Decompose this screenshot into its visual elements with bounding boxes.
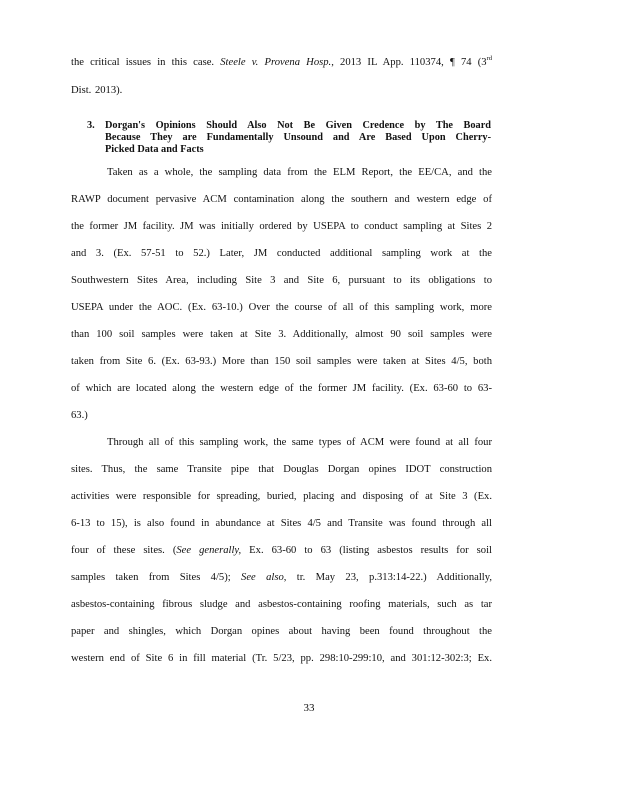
text-segment: , 2013 IL App. 110374, ¶ 74 (3 bbox=[331, 57, 487, 68]
paragraph-line: Taken as a whole, the sampling data from the ELM Report, the EE/CA, and the bbox=[107, 167, 492, 178]
heading-line: Because They are Fundamentally Unsound and Are Based Upon Cherry- bbox=[105, 132, 491, 143]
paragraph-line: sites. Thus, the same Transite pipe that Douglas Dorgan opines IDOT construction bbox=[71, 464, 492, 475]
paragraph-line: asbestos-containing fibrous sludge and asbestos-containing roofing materials, such as tar bbox=[71, 599, 492, 610]
text-line-2: Dist. 2013). bbox=[71, 85, 123, 96]
case-citation: Steele v. Provena Hosp. bbox=[220, 57, 332, 68]
paragraph-line: the former JM facility. JM was initially ordered by USEPA to conduct sampling at Sites 2 bbox=[71, 221, 492, 232]
paragraph-line: activities were responsible for spreading, buried, placing and disposing of at Site 3 (Ex. bbox=[71, 491, 492, 502]
text-segment: the critical issues in this case. bbox=[71, 57, 221, 68]
paragraph-line: Southwestern Sites Area, including Site 3 and Site 6, pursuant to its obligations to bbox=[71, 275, 492, 286]
paragraph-line: of which are located along the western edge of the former JM facility. (Ex. 63-60 to 63- bbox=[71, 383, 492, 394]
heading-number: 3. bbox=[87, 120, 95, 131]
paragraph-line bbox=[71, 572, 492, 584]
paragraph-line: 63.) bbox=[71, 410, 88, 421]
page-number: 33 bbox=[303, 702, 315, 714]
heading-line: Picked Data and Facts bbox=[105, 144, 204, 155]
heading-line: Dorgan's Opinions Should Also Not Be Given Credence by The Board bbox=[105, 120, 491, 131]
paragraph-line: taken from Site 6. (Ex. 63-93.) More than 150 soil samples were taken at Sites 4/5, both bbox=[71, 356, 492, 367]
paragraph-line bbox=[71, 545, 492, 557]
paragraph-line: paper and shingles, which Dorgan opines about having been found throughout the bbox=[71, 626, 492, 637]
paragraph-line: than 100 soil samples were taken at Site 3. Additionally, almost 90 soil samples were bbox=[71, 329, 492, 340]
paragraph-line: Through all of this sampling work, the same types of ACM were found at all four bbox=[107, 437, 492, 448]
paragraph-line: 6-13 to 15), is also found in abundance at Sites 4/5 and Transite was found through all bbox=[71, 518, 492, 529]
ordinal-superscript: rd bbox=[486, 55, 492, 62]
paragraph-line: and 3. (Ex. 57-51 to 52.) Later, JM conducted additional sampling work at the bbox=[71, 248, 492, 259]
paragraph-line: western end of Site 6 in fill material (Tr. 5/23, pp. 298:10-299:10, and 301:12-302:3; Ex. bbox=[71, 653, 492, 664]
signal-see-also: See also bbox=[241, 572, 284, 583]
paragraph-line: RAWP document pervasive ACM contamination along the southern and western edge of bbox=[71, 194, 492, 205]
text-segment: , tr. May 23, p.313:14-22.) Additionally, bbox=[283, 572, 492, 583]
text-segment: samples taken from Sites 4/5); bbox=[71, 572, 242, 583]
paragraph-line: USEPA under the AOC. (Ex. 63-10.) Over the course of all of this sampling work, more bbox=[71, 302, 492, 313]
text-segment: Ex. 63-60 to 63 (listing asbestos results for soil bbox=[241, 545, 492, 556]
signal-see-generally: See generally, bbox=[176, 545, 242, 556]
text-line-1 bbox=[71, 57, 492, 69]
text-segment: four of these sites. ( bbox=[71, 545, 177, 556]
